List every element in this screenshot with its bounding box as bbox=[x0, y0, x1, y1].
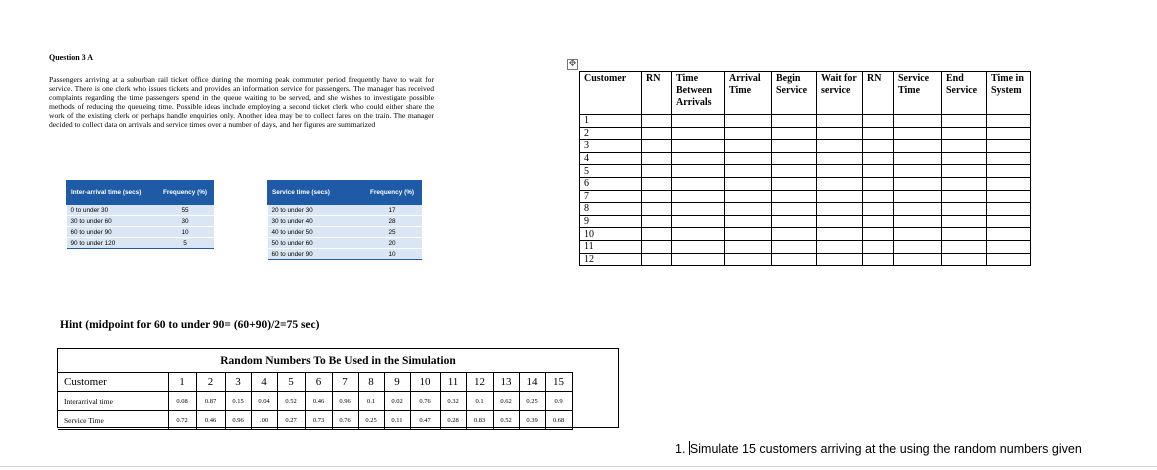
service-rn-cell: 0.96 bbox=[225, 411, 251, 430]
service-frequency-cell: 20 bbox=[363, 238, 422, 249]
simulation-empty-cell[interactable] bbox=[817, 127, 863, 140]
simulation-empty-cell[interactable] bbox=[725, 165, 772, 178]
simulation-empty-cell[interactable] bbox=[942, 140, 987, 153]
simulation-empty-cell[interactable] bbox=[863, 177, 894, 190]
simulation-customer-cell: 1 bbox=[580, 115, 642, 128]
simulation-header-cell: RN bbox=[642, 72, 672, 115]
simulation-row bbox=[580, 115, 1031, 128]
service-rn-cell: 0.68 bbox=[545, 411, 572, 430]
simulation-empty-cell[interactable] bbox=[863, 190, 894, 203]
interarrival-rn-cell: 0.96 bbox=[332, 392, 358, 411]
simulation-row bbox=[580, 190, 1031, 203]
simulation-table[interactable] bbox=[579, 71, 1031, 266]
simulation-empty-cell[interactable] bbox=[725, 240, 772, 253]
simulation-row bbox=[580, 203, 1031, 216]
simulation-empty-cell[interactable] bbox=[942, 203, 987, 216]
interarrival-frequency-table bbox=[66, 180, 214, 249]
simulation-empty-cell[interactable] bbox=[817, 152, 863, 165]
simulation-row bbox=[580, 177, 1031, 190]
simulation-row bbox=[580, 240, 1031, 253]
simulation-empty-cell[interactable] bbox=[987, 140, 1031, 153]
simulation-customer-cell: 7 bbox=[580, 190, 642, 203]
simulation-empty-cell[interactable] bbox=[942, 228, 987, 241]
simulation-empty-cell[interactable] bbox=[817, 165, 863, 178]
simulation-empty-cell[interactable] bbox=[863, 152, 894, 165]
interarrival-rn-cell: 0.15 bbox=[225, 392, 251, 411]
simulation-empty-cell[interactable] bbox=[942, 127, 987, 140]
service-rn-cell: 0.25 bbox=[358, 411, 384, 430]
interarrival-rn-cell: 0.87 bbox=[196, 392, 225, 411]
simulation-empty-cell[interactable] bbox=[987, 228, 1031, 241]
simulation-empty-cell[interactable] bbox=[672, 228, 725, 241]
service-rn-cell: 0.28 bbox=[440, 411, 466, 430]
simulation-empty-cell[interactable] bbox=[942, 177, 987, 190]
simulation-empty-cell[interactable] bbox=[942, 152, 987, 165]
instruction-line[interactable] bbox=[675, 441, 1082, 456]
simulation-customer-cell: 11 bbox=[580, 240, 642, 253]
simulation-empty-cell[interactable] bbox=[772, 253, 817, 266]
simulation-empty-cell[interactable] bbox=[894, 165, 942, 178]
interarrival-header-time: Inter-arrival time (secs) bbox=[67, 181, 157, 205]
simulation-empty-cell[interactable] bbox=[987, 240, 1031, 253]
service-frequency-cell: 28 bbox=[363, 216, 422, 227]
simulation-empty-cell[interactable] bbox=[642, 165, 672, 178]
simulation-empty-cell[interactable] bbox=[942, 215, 987, 228]
simulation-empty-cell[interactable] bbox=[894, 215, 942, 228]
interarrival-rn-cell: 0.9 bbox=[545, 392, 572, 411]
simulation-empty-cell[interactable] bbox=[817, 253, 863, 266]
simulation-row bbox=[580, 165, 1031, 178]
service-frequency-cell: 10 bbox=[363, 249, 422, 260]
interarrival-frequency-cell: 55 bbox=[157, 205, 214, 216]
random-numbers-table bbox=[58, 372, 573, 430]
simulation-customer-cell: 4 bbox=[580, 152, 642, 165]
simulation-row bbox=[580, 253, 1031, 266]
simulation-empty-cell[interactable] bbox=[863, 115, 894, 128]
simulation-empty-cell[interactable] bbox=[817, 203, 863, 216]
simulation-empty-cell[interactable] bbox=[725, 127, 772, 140]
interarrival-rn-cell: 0.62 bbox=[493, 392, 519, 411]
simulation-empty-cell[interactable] bbox=[894, 203, 942, 216]
simulation-empty-cell[interactable] bbox=[672, 190, 725, 203]
simulation-empty-cell[interactable] bbox=[863, 203, 894, 216]
simulation-empty-cell[interactable] bbox=[863, 165, 894, 178]
instruction-number: 1. bbox=[675, 442, 686, 456]
simulation-empty-cell[interactable] bbox=[672, 177, 725, 190]
customer-number-cell: 5 bbox=[277, 373, 305, 392]
simulation-empty-cell[interactable] bbox=[863, 253, 894, 266]
simulation-empty-cell[interactable] bbox=[672, 203, 725, 216]
simulation-empty-cell[interactable] bbox=[772, 127, 817, 140]
simulation-empty-cell[interactable] bbox=[772, 215, 817, 228]
customer-number-cell: 9 bbox=[384, 373, 410, 392]
simulation-empty-cell[interactable] bbox=[817, 177, 863, 190]
simulation-empty-cell[interactable] bbox=[817, 215, 863, 228]
simulation-header-cell: Wait for service bbox=[817, 72, 863, 115]
interarrival-frequency-cell: 5 bbox=[157, 238, 214, 249]
simulation-customer-cell: 8 bbox=[580, 203, 642, 216]
random-numbers-row-label: Interarrival time bbox=[58, 392, 168, 411]
simulation-customer-cell: 6 bbox=[580, 177, 642, 190]
simulation-empty-cell[interactable] bbox=[942, 253, 987, 266]
interarrival-rn-cell: 0.32 bbox=[440, 392, 466, 411]
interarrival-rn-cell: 0.25 bbox=[519, 392, 545, 411]
simulation-empty-cell[interactable] bbox=[894, 127, 942, 140]
simulation-empty-cell[interactable] bbox=[725, 140, 772, 153]
service-header-frequency: Frequency (%) bbox=[363, 181, 422, 205]
interarrival-rn-cell: 0.04 bbox=[251, 392, 277, 411]
random-numbers-box bbox=[57, 348, 619, 428]
interarrival-range-cell: 60 to under 90 bbox=[67, 227, 157, 238]
simulation-empty-cell[interactable] bbox=[894, 190, 942, 203]
customer-number-cell: 6 bbox=[305, 373, 332, 392]
question-paragraph: Passengers arriving at a suburban rail ticket office during the morning peak commuter period frequently have to wait for service. There is one clerk who issues tickets and provides an information service for passengers. The manager has received complaints regarding the time passengers spend in the queue waiting to be served, and she wishes to investigate possible methods of reducing the queueing time. Possible ideas include employing a second ticket clerk who could either share the work of the existing clerk or perhaps handle enquiries only. Another idea may be to collect fares on the train. The manager decided to collect data on arrivals and service times over a number of days, and her figures are summarized bbox=[49, 75, 434, 129]
simulation-empty-cell[interactable] bbox=[642, 140, 672, 153]
interarrival-frequency-cell: 30 bbox=[157, 216, 214, 227]
service-rn-cell: 0.83 bbox=[466, 411, 493, 430]
simulation-empty-cell[interactable] bbox=[725, 190, 772, 203]
simulation-empty-cell[interactable] bbox=[642, 253, 672, 266]
simulation-empty-cell[interactable] bbox=[672, 115, 725, 128]
interarrival-rn-cell: 0.46 bbox=[305, 392, 332, 411]
service-range-cell: 20 to under 30 bbox=[268, 205, 363, 216]
simulation-customer-cell: 2 bbox=[580, 127, 642, 140]
simulation-empty-cell[interactable] bbox=[942, 190, 987, 203]
page-divider bbox=[0, 466, 1157, 467]
interarrival-row bbox=[67, 216, 214, 227]
simulation-empty-cell[interactable] bbox=[987, 165, 1031, 178]
customer-number-cell: 12 bbox=[466, 373, 493, 392]
interarrival-rn-cell: 0.1 bbox=[358, 392, 384, 411]
interarrival-row bbox=[67, 227, 214, 238]
simulation-empty-cell[interactable] bbox=[863, 215, 894, 228]
simulation-empty-cell[interactable] bbox=[987, 190, 1031, 203]
simulation-empty-cell[interactable] bbox=[987, 203, 1031, 216]
simulation-empty-cell[interactable] bbox=[863, 127, 894, 140]
simulation-row bbox=[580, 127, 1031, 140]
simulation-empty-cell[interactable] bbox=[642, 215, 672, 228]
simulation-empty-cell[interactable] bbox=[942, 115, 987, 128]
simulation-row bbox=[580, 228, 1031, 241]
simulation-header-cell: Arrival Time bbox=[725, 72, 772, 115]
service-rn-cell: 0.76 bbox=[332, 411, 358, 430]
simulation-customer-cell: 10 bbox=[580, 228, 642, 241]
service-range-cell: 40 to under 50 bbox=[268, 227, 363, 238]
service-frequency-cell: 25 bbox=[363, 227, 422, 238]
question-title: Question 3 A bbox=[49, 53, 94, 62]
simulation-empty-cell[interactable] bbox=[863, 140, 894, 153]
service-range-cell: 30 to under 40 bbox=[268, 216, 363, 227]
simulation-empty-cell[interactable] bbox=[772, 165, 817, 178]
simulation-empty-cell[interactable] bbox=[987, 253, 1031, 266]
simulation-empty-cell[interactable] bbox=[772, 140, 817, 153]
simulation-customer-cell: 5 bbox=[580, 165, 642, 178]
simulation-customer-cell: 3 bbox=[580, 140, 642, 153]
service-rn-cell: 0.11 bbox=[384, 411, 410, 430]
simulation-empty-cell[interactable] bbox=[642, 228, 672, 241]
simulation-empty-cell[interactable] bbox=[672, 140, 725, 153]
simulation-empty-cell[interactable] bbox=[817, 115, 863, 128]
simulation-empty-cell[interactable] bbox=[642, 127, 672, 140]
simulation-empty-cell[interactable] bbox=[772, 177, 817, 190]
simulation-empty-cell[interactable] bbox=[725, 152, 772, 165]
hint-text: Hint (midpoint for 60 to under 90= (60+90)/2=75 sec) bbox=[60, 319, 320, 331]
interarrival-range-cell: 0 to under 30 bbox=[67, 205, 157, 216]
simulation-empty-cell[interactable] bbox=[894, 240, 942, 253]
interarrival-rn-cell: 0.76 bbox=[410, 392, 440, 411]
simulation-empty-cell[interactable] bbox=[894, 228, 942, 241]
simulation-empty-cell[interactable] bbox=[987, 215, 1031, 228]
interarrival-row bbox=[67, 238, 214, 249]
simulation-header-cell: RN bbox=[863, 72, 894, 115]
simulation-empty-cell[interactable] bbox=[817, 240, 863, 253]
service-header-time: Service time (secs) bbox=[268, 181, 363, 205]
customer-number-cell: 10 bbox=[410, 373, 440, 392]
simulation-empty-cell[interactable] bbox=[672, 165, 725, 178]
customer-number-cell: 15 bbox=[545, 373, 572, 392]
interarrival-header-frequency: Frequency (%) bbox=[157, 181, 214, 205]
simulation-empty-cell[interactable] bbox=[894, 115, 942, 128]
service-range-cell: 50 to under 60 bbox=[268, 238, 363, 249]
simulation-empty-cell[interactable] bbox=[725, 215, 772, 228]
interarrival-rn-cell: 0.1 bbox=[466, 392, 493, 411]
simulation-empty-cell[interactable] bbox=[672, 253, 725, 266]
random-numbers-caption: Random Numbers To Be Used in the Simulation bbox=[220, 355, 456, 367]
service-rn-cell: 0.27 bbox=[277, 411, 305, 430]
simulation-empty-cell[interactable] bbox=[642, 115, 672, 128]
simulation-empty-cell[interactable] bbox=[894, 140, 942, 153]
service-row bbox=[268, 205, 422, 216]
simulation-empty-cell[interactable] bbox=[672, 152, 725, 165]
interarrival-rn-cell: 0.52 bbox=[277, 392, 305, 411]
service-frequency-cell: 17 bbox=[363, 205, 422, 216]
simulation-customer-cell: 9 bbox=[580, 215, 642, 228]
simulation-empty-cell[interactable] bbox=[863, 240, 894, 253]
simulation-customer-cell: 12 bbox=[580, 253, 642, 266]
simulation-header-cell: End Service bbox=[942, 72, 987, 115]
move-handle-icon[interactable]: ✥ bbox=[568, 59, 577, 69]
service-rn-cell: 0.52 bbox=[493, 411, 519, 430]
simulation-empty-cell[interactable] bbox=[772, 115, 817, 128]
service-row bbox=[268, 249, 422, 260]
simulation-empty-cell[interactable] bbox=[725, 228, 772, 241]
simulation-header-cell: Customer bbox=[580, 72, 642, 115]
simulation-empty-cell[interactable] bbox=[672, 240, 725, 253]
simulation-empty-cell[interactable] bbox=[725, 115, 772, 128]
customer-number-cell: 2 bbox=[196, 373, 225, 392]
random-numbers-row bbox=[58, 411, 572, 430]
simulation-header-cell: Service Time bbox=[894, 72, 942, 115]
simulation-empty-cell[interactable] bbox=[642, 152, 672, 165]
simulation-empty-cell[interactable] bbox=[725, 203, 772, 216]
customer-number-cell: 8 bbox=[358, 373, 384, 392]
simulation-empty-cell[interactable] bbox=[942, 240, 987, 253]
simulation-empty-cell[interactable] bbox=[772, 190, 817, 203]
simulation-empty-cell[interactable] bbox=[942, 165, 987, 178]
simulation-table-wrap bbox=[579, 71, 1031, 266]
simulation-empty-cell[interactable] bbox=[987, 127, 1031, 140]
service-rn-cell: .00 bbox=[251, 411, 277, 430]
service-rn-cell: 0.46 bbox=[196, 411, 225, 430]
interarrival-rn-cell: 0.02 bbox=[384, 392, 410, 411]
simulation-empty-cell[interactable] bbox=[642, 203, 672, 216]
instruction-text: Simulate 15 customers arriving at the using the random numbers given bbox=[689, 442, 1082, 456]
simulation-empty-cell[interactable] bbox=[725, 253, 772, 266]
service-rn-cell: 0.39 bbox=[519, 411, 545, 430]
simulation-row bbox=[580, 140, 1031, 153]
simulation-empty-cell[interactable] bbox=[772, 203, 817, 216]
service-frequency-table bbox=[267, 180, 422, 260]
simulation-empty-cell[interactable] bbox=[642, 177, 672, 190]
service-rn-cell: 0.73 bbox=[305, 411, 332, 430]
simulation-empty-cell[interactable] bbox=[642, 190, 672, 203]
interarrival-range-cell: 30 to under 60 bbox=[67, 216, 157, 227]
random-numbers-row bbox=[58, 373, 572, 392]
simulation-header-cell: Begin Service bbox=[772, 72, 817, 115]
simulation-empty-cell[interactable] bbox=[772, 240, 817, 253]
customer-number-cell: 13 bbox=[493, 373, 519, 392]
interarrival-frequency-cell: 10 bbox=[157, 227, 214, 238]
simulation-empty-cell[interactable] bbox=[772, 228, 817, 241]
simulation-empty-cell[interactable] bbox=[772, 152, 817, 165]
simulation-empty-cell[interactable] bbox=[987, 152, 1031, 165]
simulation-empty-cell[interactable] bbox=[863, 228, 894, 241]
customer-number-cell: 14 bbox=[519, 373, 545, 392]
simulation-empty-cell[interactable] bbox=[725, 177, 772, 190]
service-row bbox=[268, 238, 422, 249]
customer-number-cell: 4 bbox=[251, 373, 277, 392]
simulation-empty-cell[interactable] bbox=[817, 228, 863, 241]
customer-number-cell: 3 bbox=[225, 373, 251, 392]
service-rn-cell: 0.47 bbox=[410, 411, 440, 430]
service-rn-cell: 0.72 bbox=[168, 411, 196, 430]
random-numbers-row-label: Customer bbox=[58, 373, 168, 392]
simulation-row bbox=[580, 215, 1031, 228]
interarrival-range-cell: 90 to under 120 bbox=[67, 238, 157, 249]
simulation-empty-cell[interactable] bbox=[817, 190, 863, 203]
customer-number-cell: 1 bbox=[168, 373, 196, 392]
service-range-cell: 60 to under 90 bbox=[268, 249, 363, 260]
interarrival-row bbox=[67, 205, 214, 216]
service-row bbox=[268, 216, 422, 227]
simulation-empty-cell[interactable] bbox=[672, 127, 725, 140]
customer-number-cell: 11 bbox=[440, 373, 466, 392]
simulation-empty-cell[interactable] bbox=[894, 152, 942, 165]
simulation-empty-cell[interactable] bbox=[672, 215, 725, 228]
random-numbers-row bbox=[58, 392, 572, 411]
simulation-empty-cell[interactable] bbox=[987, 177, 1031, 190]
simulation-header-cell: Time Between Arrivals bbox=[672, 72, 725, 115]
simulation-header-cell: Time in System bbox=[987, 72, 1031, 115]
interarrival-rn-cell: 0.08 bbox=[168, 392, 196, 411]
customer-number-cell: 7 bbox=[332, 373, 358, 392]
simulation-empty-cell[interactable] bbox=[987, 115, 1031, 128]
simulation-empty-cell[interactable] bbox=[817, 140, 863, 153]
simulation-row bbox=[580, 152, 1031, 165]
simulation-empty-cell[interactable] bbox=[894, 253, 942, 266]
simulation-empty-cell[interactable] bbox=[894, 177, 942, 190]
service-row bbox=[268, 227, 422, 238]
simulation-empty-cell[interactable] bbox=[642, 240, 672, 253]
random-numbers-row-label: Service Time bbox=[58, 411, 168, 430]
